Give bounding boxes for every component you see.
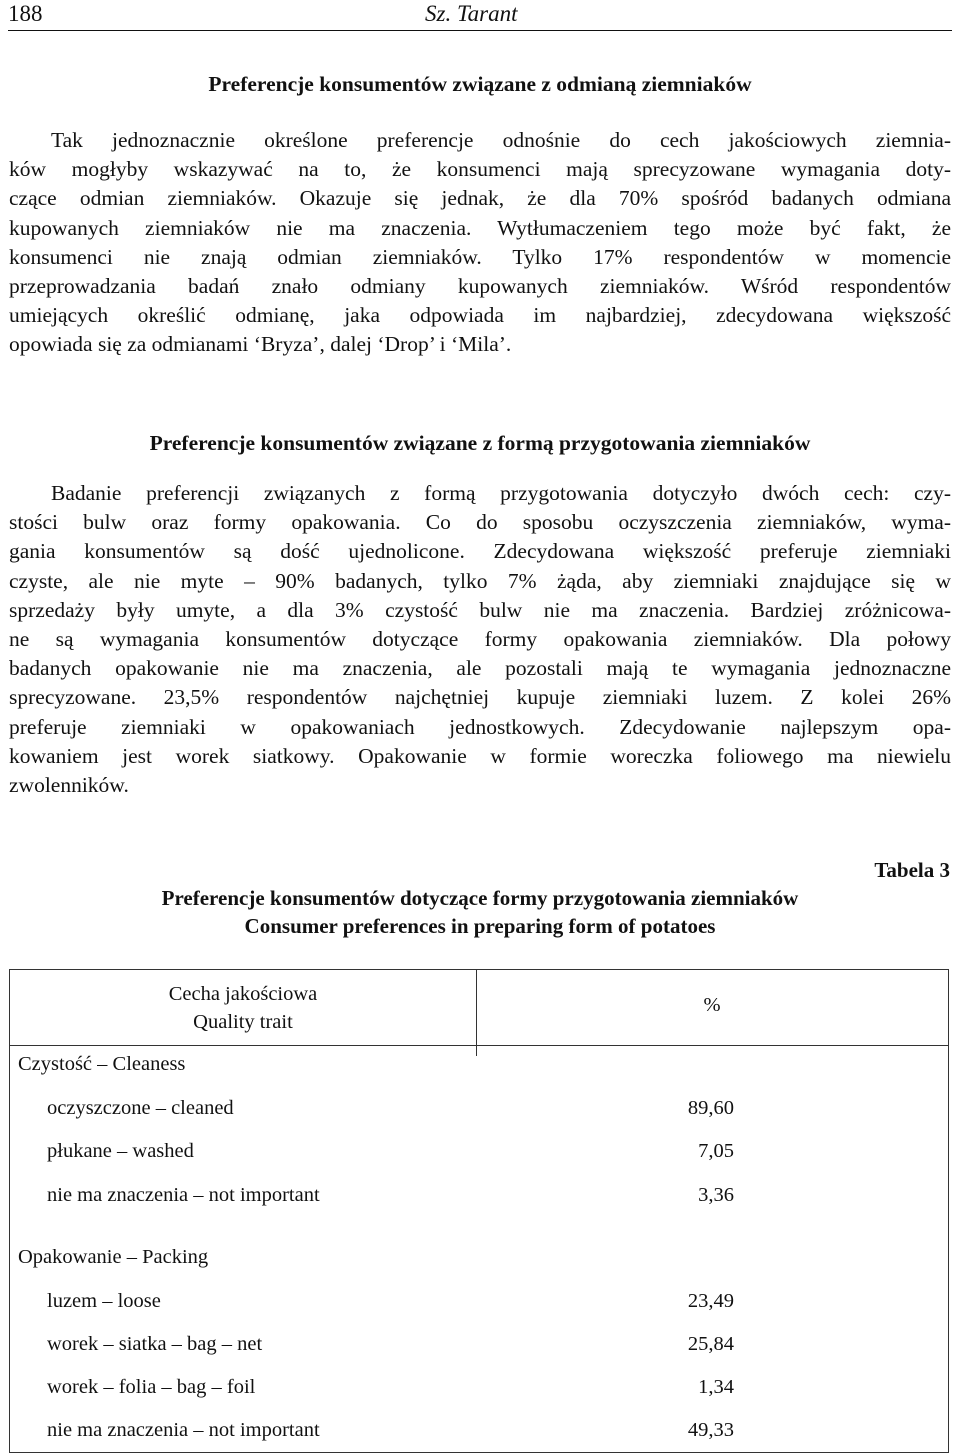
text-line: przeprowadzania badań znało odmiany kupowanych ziemniaków. Wśród respondentów [9,274,951,299]
text-line: konsumenci nie znają odmian ziemniaków. Tylko 17% respondentów w momencie [9,244,951,269]
table-label: Tabela 3 [874,858,950,882]
column-header-trait [10,980,476,1036]
table-row-value: 49,33 [687,1419,734,1441]
table-row-label: nie ma znaczenia – not important [47,1184,320,1206]
column-header-percent: % [703,994,721,1016]
section-heading-variety: Preferencje konsumentów związane z odmianą ziemniaków [208,72,752,96]
text-line: badanych opakowanie nie ma znaczenia, ale pozostali mają te wymagania jednoznaczne [9,656,951,681]
category-cleaness: Czystość – Cleaness [18,1053,186,1075]
text-line: preferuje ziemniaki w opakowaniach jednostkowych. Zdecydowanie najlepszym opa- [9,714,951,739]
table-title-en: Consumer preferences in preparing form of potatoes [244,914,716,938]
text-line: Badanie preferencji związanych z formą przygotowania dotyczyło dwóch cech: czy- [51,481,951,505]
text-line: umiejących określić odmianę, jaka odpowiada im najbardziej, zdecydowana większość [9,303,951,328]
table-row-value: 3,36 [698,1184,734,1206]
table-row-label: worek – siatka – bag – net [47,1333,263,1355]
text-line: czyste, ale nie myte – 90% badanych, tylko 7% żąda, aby ziemniaki znajdujące się w [9,568,951,593]
table-row-value: 7,05 [698,1140,734,1162]
header-divider [10,1045,948,1046]
page-header [8,0,952,31]
text-line: opowiada się za odmianami ‘Bryza’, dalej ‘Drop’ i ‘Mila’. [9,332,512,357]
text-line: czące odmian ziemniaków. Okazuje się jednak, że dla 70% spośród badanych odmiana [9,186,951,211]
text-line: kowaniem jest worek siatkowy. Opakowanie w formie woreczka foliowego ma niewielu [9,743,951,768]
table-title-pl: Preferencje konsumentów dotyczące formy przygotowania ziemniaków [161,886,799,910]
table-row-value: 25,84 [687,1333,734,1355]
table-row-label: worek – folia – bag – foil [47,1376,256,1398]
column-header-trait-pl: Cecha jakościowa [168,983,318,1005]
text-line: ne są wymagania konsumentów dotyczące formy opakowania ziemniaków. Dla połowy [9,627,951,652]
text-line: gania konsumentów są dość ujednolicone. Zdecydowana większość preferuje ziemniaki [9,539,951,564]
table-row-value: 23,49 [687,1290,734,1312]
table-row-label: płukane – washed [47,1140,194,1162]
text-line: zwolenników. [9,773,129,798]
paragraph-variety [9,126,951,360]
text-line: stości bulw oraz formy opakowania. Co do sposobu oczyszczenia ziemniaków, wyma- [9,510,951,535]
text-line: kupowanych ziemniaków nie ma znaczenia. Wytłumaczeniem tego może być fakt, że [9,215,951,240]
category-packing: Opakowanie – Packing [18,1246,209,1268]
table-row-value: 1,34 [698,1376,734,1398]
text-line: Tak jednoznacznie określone preferencje odnośnie do cech jakościowych ziemnia- [51,128,951,152]
table-row-label: oczyszczone – cleaned [47,1097,234,1119]
section-heading-preparation: Preferencje konsumentów związane z formą przygotowania ziemniaków [149,431,811,455]
preferences-table [9,969,949,1453]
page-number: 188 [8,1,43,26]
table-row-label: luzem – loose [47,1290,161,1312]
running-title: Sz. Tarant [425,1,518,26]
text-line: sprecyzowane. 23,5% respondentów najchętniej kupuje ziemniaki luzem. Z kolei 26% [9,685,951,710]
text-line: ków mogłyby wskazywać na to, że konsumenci mają sprecyzowane wymagania doty- [9,157,951,182]
column-header-trait-en: Quality trait [193,1011,293,1033]
table-row-value: 89,60 [687,1097,734,1119]
text-line: sprzedaży były umyte, a dla 3% czystość bulw nie ma znaczenia. Bardziej zróżnicowa- [9,597,951,622]
table-row-label: nie ma znaczenia – not important [47,1419,320,1441]
paragraph-preparation [9,479,951,800]
